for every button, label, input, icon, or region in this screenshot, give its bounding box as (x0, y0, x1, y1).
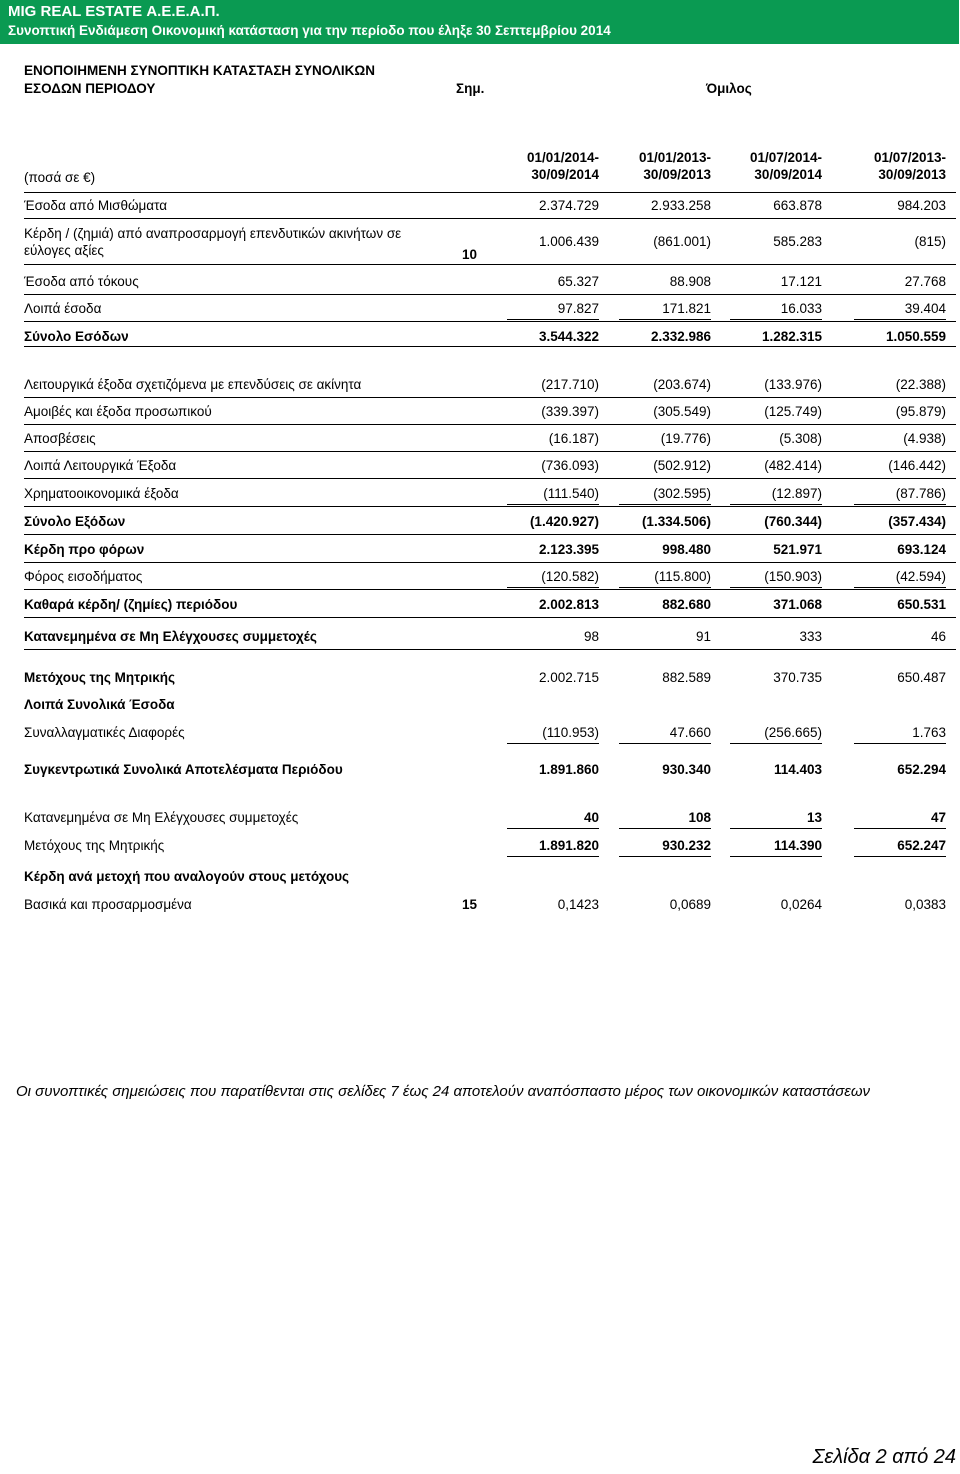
row-rule (24, 218, 956, 219)
row-value: (736.093) (541, 458, 599, 473)
value-underline (730, 587, 822, 588)
row-value: 0,0383 (904, 897, 946, 912)
value-underline (507, 743, 599, 744)
row-rule (24, 562, 956, 563)
company-name: MIG REAL ESTATE Α.Ε.Ε.Α.Π. (8, 3, 220, 20)
row-label: Βασικά και προσαρμοσμένα (24, 897, 192, 912)
value-underline (730, 504, 822, 505)
row-label: Φόρος εισοδήματος (24, 569, 143, 584)
header-rule (24, 192, 956, 193)
row-value: (4.938) (903, 431, 946, 446)
row-value: (42.594) (895, 569, 946, 584)
row-value: 88.908 (669, 274, 711, 289)
row-value: 652.247 (897, 838, 946, 853)
row-rule (24, 534, 956, 535)
row-label: Λοιπά Λειτουργικά Έξοδα (24, 458, 177, 473)
page-header-banner (0, 0, 959, 44)
value-underline (730, 319, 822, 320)
row-value: 2.374.729 (538, 198, 599, 213)
footnote: Οι συνοπτικές σημειώσεις που παρατίθενται στις σελίδες 7 έως 24 αποτελούν αναπόσπαστο μέρος των οικονομικών καταστάσεων (16, 1083, 871, 1100)
row-value: (217.710) (541, 377, 599, 392)
row-value: 521.971 (773, 542, 822, 557)
row-value: 0,0264 (780, 897, 822, 912)
row-value: 882.680 (662, 597, 711, 612)
row-value: 370.735 (773, 670, 822, 685)
row-label: Συγκεντρωτικά Συνολικά Αποτελέσματα Περιόδου (24, 762, 343, 777)
row-value: (120.582) (541, 569, 599, 584)
value-underline (854, 856, 946, 857)
row-rule (24, 346, 956, 347)
row-value: (357.434) (888, 514, 946, 529)
row-value: 882.589 (662, 670, 711, 685)
value-underline (730, 828, 822, 829)
row-value: (115.800) (654, 569, 711, 584)
column-header-2: 01/01/2013- 30/09/2013 (638, 150, 711, 182)
row-value: 1.891.820 (538, 838, 599, 853)
row-value: 984.203 (897, 198, 946, 213)
row-value: 0,1423 (557, 897, 599, 912)
row-value: 1.763 (912, 725, 946, 740)
column-header-1: 01/01/2014- 30/09/2014 (526, 150, 599, 182)
row-rule (24, 478, 956, 479)
value-underline (854, 743, 946, 744)
value-underline (619, 828, 711, 829)
row-value: 2.123.395 (538, 542, 599, 557)
note-column-header: Σημ. (456, 81, 485, 96)
value-underline (854, 828, 946, 829)
row-value: (305.549) (653, 404, 711, 419)
row-value: 16.033 (780, 301, 822, 316)
row-label: Σύνολο Εσόδων (24, 329, 129, 344)
row-value: (125.749) (764, 404, 822, 419)
row-value: (861.001) (653, 234, 711, 249)
value-underline (619, 587, 711, 588)
value-underline (730, 743, 822, 744)
row-note: 15 (462, 897, 478, 912)
row-value: 114.403 (773, 762, 822, 777)
row-value: 650.531 (897, 597, 946, 612)
row-value: 663.878 (773, 198, 822, 213)
row-value: 1.282.315 (761, 329, 822, 344)
row-value: (110.953) (542, 725, 599, 740)
row-value: (1.334.506) (641, 514, 711, 529)
row-value: 13 (806, 810, 822, 825)
row-rule (24, 264, 956, 265)
row-value: (482.414) (764, 458, 822, 473)
row-label: Χρηματοοικονομικά έξοδα (24, 486, 179, 501)
row-label: Κατανεμημένα σε Μη Ελέγχουσες συμμετοχές (24, 810, 299, 825)
row-value: (87.786) (895, 486, 946, 501)
row-label: Κέρδη ανά μετοχή που αναλογούν στους μετόχους (24, 869, 350, 884)
row-rule (24, 397, 956, 398)
row-value: 0,0689 (669, 897, 711, 912)
row-label: Λειτουργικά έξοδα σχετιζόμενα με επενδύσεις σε ακίνητα (24, 377, 362, 392)
row-rule (24, 294, 956, 295)
report-subtitle: Συνοπτική Ενδιάμεση Οικονομική κατάσταση για την περίοδο που έληξε 30 Σεπτεμβρίου 2014 (8, 23, 611, 38)
row-value: (203.674) (653, 377, 711, 392)
value-underline (507, 587, 599, 588)
row-value: 27.768 (904, 274, 946, 289)
row-value: 108 (688, 810, 711, 825)
row-value: (111.540) (543, 486, 599, 501)
row-value: 1.050.559 (885, 329, 946, 344)
row-value: 585.283 (773, 234, 822, 249)
row-value: (760.344) (764, 514, 822, 529)
page-number: Σελίδα 2 από 24 (812, 1446, 956, 1468)
row-value: 47 (930, 810, 946, 825)
row-value: (22.388) (895, 377, 946, 392)
row-label-continued: εύλογες αξίες (24, 243, 104, 258)
row-value: (502.912) (653, 458, 711, 473)
column-header-3: 01/07/2014- 30/09/2014 (749, 150, 822, 182)
row-label: Καθαρά κέρδη/ (ζημίες) περιόδου (24, 597, 238, 612)
row-value: (12.897) (771, 486, 822, 501)
row-value: 930.232 (662, 838, 711, 853)
row-value: 97.827 (557, 301, 599, 316)
row-label: Σύνολο Εξόδων (24, 514, 126, 529)
row-value: 65.327 (557, 274, 599, 289)
row-value: 333 (799, 629, 822, 644)
row-value: (95.879) (895, 404, 946, 419)
row-value: 998.480 (662, 542, 711, 557)
value-underline (507, 504, 599, 505)
row-rule (24, 649, 956, 650)
row-rule (24, 617, 956, 618)
group-column-header: Όμιλος (706, 81, 752, 96)
row-value: 930.340 (662, 762, 711, 777)
value-underline (619, 504, 711, 505)
row-value: 650.487 (897, 670, 946, 685)
value-underline (854, 504, 946, 505)
row-value: 91 (695, 629, 711, 644)
row-rule (24, 589, 956, 590)
row-value: 17.121 (780, 274, 822, 289)
currency-label: (ποσά σε €) (24, 170, 96, 185)
row-value: (19.776) (660, 431, 711, 446)
row-value: 2.933.258 (650, 198, 711, 213)
row-value: 39.404 (904, 301, 946, 316)
row-value: 652.294 (897, 762, 946, 777)
row-rule (24, 424, 956, 425)
value-underline (507, 828, 599, 829)
row-label: Κέρδη προ φόρων (24, 542, 145, 557)
value-underline (507, 856, 599, 857)
row-rule (24, 451, 956, 452)
row-value: (16.187) (548, 431, 599, 446)
row-note: 10 (462, 247, 478, 262)
row-value: (150.903) (764, 569, 822, 584)
row-value: 693.124 (897, 542, 946, 557)
row-value: 2.332.986 (650, 329, 711, 344)
row-value: 1.891.860 (538, 762, 599, 777)
row-value: (1.420.927) (529, 514, 599, 529)
value-underline (619, 319, 711, 320)
row-value: (5.308) (779, 431, 822, 446)
row-value: (815) (914, 234, 946, 249)
row-value: 46 (930, 629, 946, 644)
row-value: (302.595) (653, 486, 711, 501)
row-label: Κέρδη / (ζημιά) από αναπροσαρμογή επενδυτικών ακινήτων σε (24, 226, 402, 241)
row-value: 3.544.322 (538, 329, 599, 344)
value-underline (619, 743, 711, 744)
row-value: 2.002.715 (538, 670, 599, 685)
value-underline (619, 856, 711, 857)
row-value: 2.002.813 (538, 597, 599, 612)
row-label: Μετόχους της Μητρικής (24, 838, 165, 853)
row-label: Μετόχους της Μητρικής (24, 670, 176, 685)
row-value: (339.397) (541, 404, 599, 419)
row-value: 40 (583, 810, 599, 825)
row-value: (256.665) (764, 725, 822, 740)
row-rule (24, 506, 956, 507)
row-label: Έσοδα από Μισθώματα (24, 198, 168, 213)
row-label: Έσοδα από τόκους (24, 274, 139, 289)
statement-title-line1: ΕΝΟΠΟΙΗΜΕΝΗ ΣΥΝΟΠΤΙΚΗ ΚΑΤΑΣΤΑΣΗ ΣΥΝΟΛΙΚΩΝ (24, 63, 375, 78)
row-label: Αποσβέσεις (24, 431, 96, 446)
column-header-4: 01/07/2013- 30/09/2013 (873, 150, 946, 182)
row-value: 171.821 (662, 301, 711, 316)
value-underline (730, 856, 822, 857)
row-label: Λοιπά Συνολικά Έσοδα (24, 697, 175, 712)
row-value: 1.006.439 (538, 234, 599, 249)
value-underline (854, 587, 946, 588)
row-label: Συναλλαγματικές Διαφορές (24, 725, 185, 740)
row-rule (24, 321, 956, 322)
row-value: 47.660 (669, 725, 711, 740)
row-value: (133.976) (764, 377, 822, 392)
value-underline (854, 319, 946, 320)
statement-title-line2: ΕΣΟΔΩΝ ΠΕΡΙΟΔΟΥ (24, 81, 156, 96)
row-label: Κατανεμημένα σε Μη Ελέγχουσες συμμετοχές (24, 629, 317, 644)
row-value: (146.442) (888, 458, 946, 473)
row-value: 371.068 (773, 597, 822, 612)
value-underline (507, 319, 599, 320)
row-label: Αμοιβές και έξοδα προσωπικού (24, 404, 212, 419)
row-value: 114.390 (773, 838, 822, 853)
row-value: 98 (583, 629, 599, 644)
row-label: Λοιπά έσοδα (24, 301, 102, 316)
